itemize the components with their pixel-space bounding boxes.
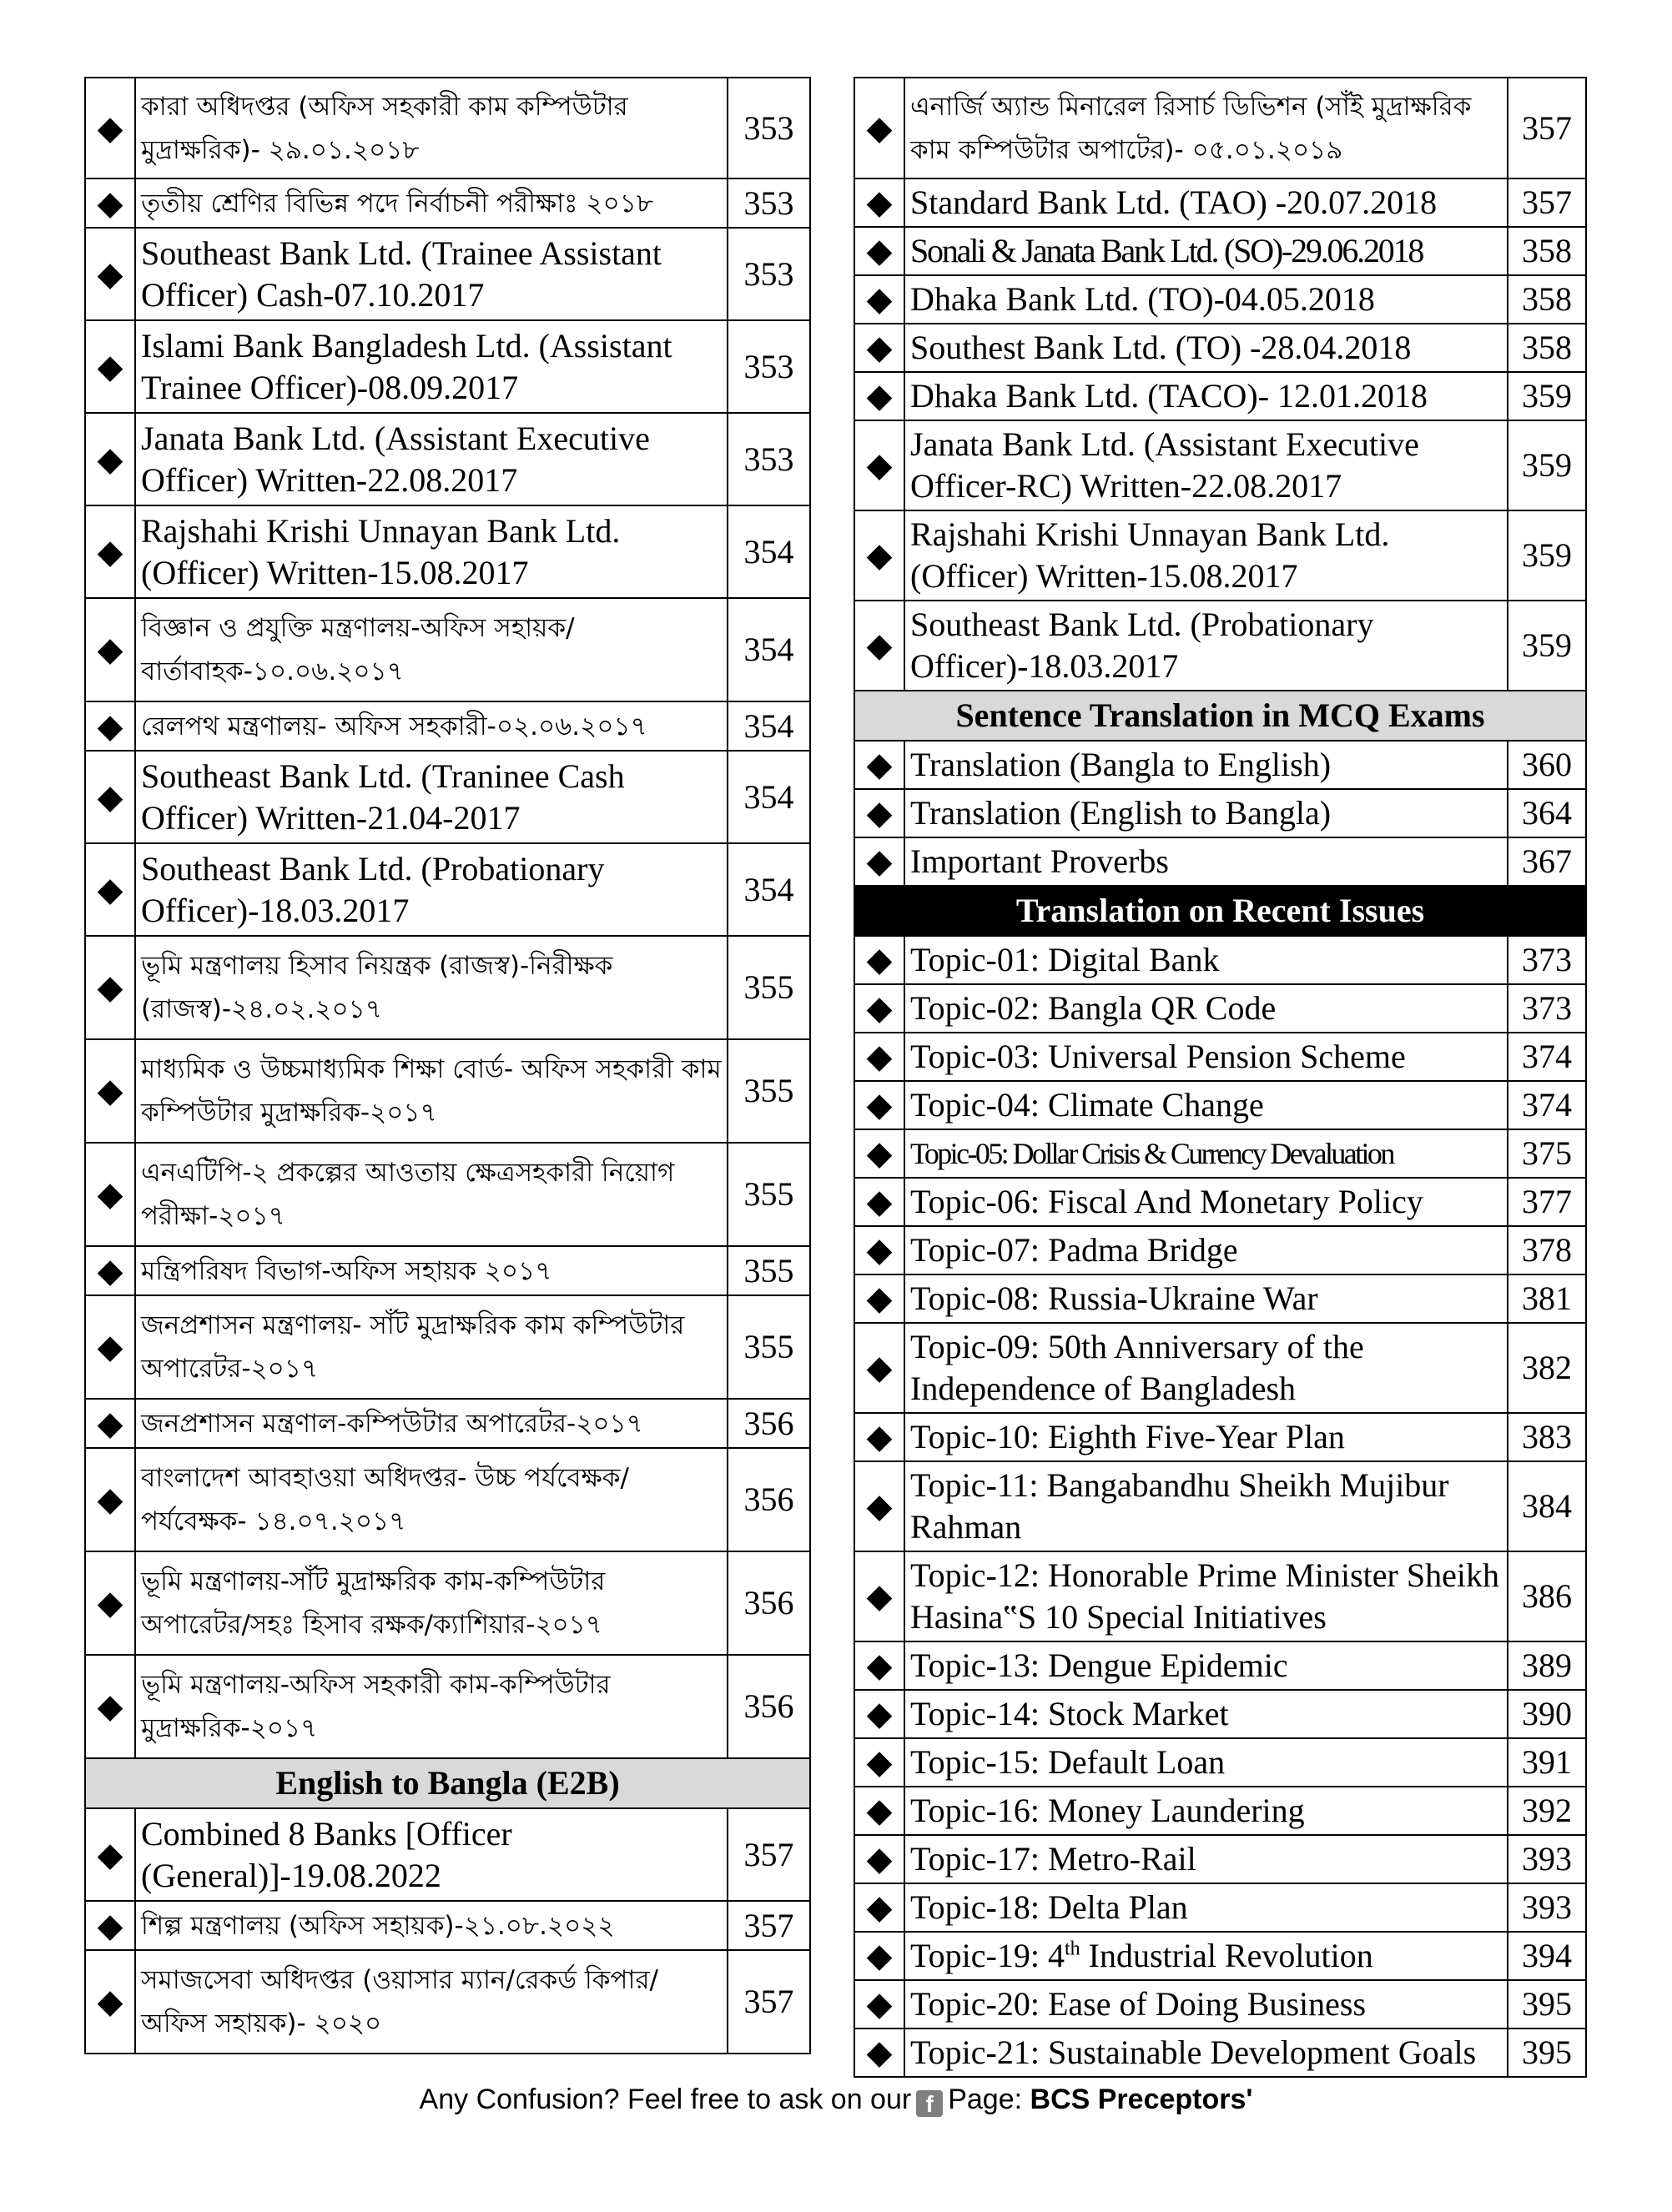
page-number: 355 bbox=[728, 1295, 810, 1399]
entry-title: ভূমি মন্ত্রণালয়-অফিস সহকারী কাম-কম্পিউটার মুদ্রাক্ষরিক-২০১৭ bbox=[135, 1655, 728, 1758]
table-row bbox=[854, 227, 1586, 275]
entry-title: Topic-16: Money Laundering bbox=[904, 1787, 1508, 1835]
entry-title: Topic-07: Padma Bridge bbox=[904, 1226, 1508, 1274]
diamond-bullet-icon: ◆ bbox=[854, 1883, 904, 1932]
page-number: 393 bbox=[1508, 1835, 1586, 1883]
page-number: 373 bbox=[1508, 984, 1586, 1033]
facebook-icon[interactable]: f bbox=[916, 2090, 943, 2117]
page-number: 357 bbox=[1508, 178, 1586, 227]
table-row bbox=[854, 1413, 1586, 1461]
table-row bbox=[854, 1641, 1586, 1690]
page-number: 357 bbox=[728, 1808, 810, 1901]
table-row bbox=[854, 1551, 1586, 1641]
table-row bbox=[85, 413, 810, 505]
page-number: 356 bbox=[728, 1551, 810, 1655]
section-title: Translation on Recent Issues bbox=[854, 886, 1586, 936]
table-row bbox=[854, 324, 1586, 372]
page-number: 356 bbox=[728, 1448, 810, 1551]
table-row bbox=[854, 1461, 1586, 1551]
table-row bbox=[854, 372, 1586, 420]
table-row bbox=[854, 1980, 1586, 2029]
page-number: 355 bbox=[728, 1143, 810, 1246]
page-number: 395 bbox=[1508, 2029, 1586, 2077]
page-number: 364 bbox=[1508, 789, 1586, 837]
entry-title: ভূমি মন্ত্রণালয় হিসাব নিয়ন্ত্রক (রাজস্ব)-নিরীক্ষক (রাজস্ব)-২৪.০২.২০১৭ bbox=[135, 936, 728, 1039]
entry-title: Topic-02: Bangla QR Code bbox=[904, 984, 1508, 1033]
diamond-bullet-icon: ◆ bbox=[854, 275, 904, 324]
entry-title: Janata Bank Ltd. (Assistant Executive Officer) Written-22.08.2017 bbox=[135, 413, 728, 505]
table-row bbox=[854, 275, 1586, 324]
table-row bbox=[85, 1901, 810, 1950]
diamond-bullet-icon: ◆ bbox=[85, 320, 135, 413]
diamond-bullet-icon: ◆ bbox=[85, 1143, 135, 1246]
page-number: 391 bbox=[1508, 1738, 1586, 1787]
table-row bbox=[85, 505, 810, 598]
entry-title: জনপ্রশাসন মন্ত্রণাল-কম্পিউটার অপারেটর-২০১৭ bbox=[135, 1399, 728, 1448]
table-row bbox=[85, 598, 810, 701]
entry-title: Topic-10: Eighth Five-Year Plan bbox=[904, 1413, 1508, 1461]
diamond-bullet-icon: ◆ bbox=[85, 1295, 135, 1399]
page-number: 359 bbox=[1508, 372, 1586, 420]
page-number: 384 bbox=[1508, 1461, 1586, 1551]
diamond-bullet-icon: ◆ bbox=[85, 413, 135, 505]
table-row bbox=[854, 1033, 1586, 1081]
diamond-bullet-icon: ◆ bbox=[85, 1039, 135, 1143]
footer-page-name[interactable]: BCS Preceptors' bbox=[1030, 2084, 1253, 2115]
entry-title: তৃতীয় শ্রেণির বিভিন্ন পদে নির্বাচনী পরীক্ষাঃ ২০১৮ bbox=[135, 178, 728, 228]
diamond-bullet-icon: ◆ bbox=[854, 324, 904, 372]
diamond-bullet-icon: ◆ bbox=[854, 1932, 904, 1980]
diamond-bullet-icon: ◆ bbox=[854, 78, 904, 178]
entry-title: Rajshahi Krishi Unnayan Bank Ltd. (Officer) Written-15.08.2017 bbox=[135, 505, 728, 598]
table-row bbox=[85, 1950, 810, 2054]
page-number: 355 bbox=[728, 1039, 810, 1143]
diamond-bullet-icon: ◆ bbox=[85, 751, 135, 843]
section-header-e2b bbox=[85, 1758, 810, 1808]
table-row bbox=[85, 228, 810, 320]
page-number: 353 bbox=[728, 78, 810, 178]
table-row bbox=[854, 1738, 1586, 1787]
diamond-bullet-icon: ◆ bbox=[854, 1835, 904, 1883]
entry-title: জনপ্রশাসন মন্ত্রণালয়- সাঁট মুদ্রাক্ষরিক কাম কম্পিউটার অপারেটর-২০১৭ bbox=[135, 1295, 728, 1399]
page-number: 354 bbox=[728, 751, 810, 843]
diamond-bullet-icon: ◆ bbox=[854, 227, 904, 275]
diamond-bullet-icon: ◆ bbox=[854, 510, 904, 601]
entry-title bbox=[904, 1932, 1508, 1980]
topic19-superscript: th bbox=[1064, 1938, 1080, 1960]
page-number: 378 bbox=[1508, 1226, 1586, 1274]
diamond-bullet-icon: ◆ bbox=[85, 1551, 135, 1655]
table-row bbox=[854, 178, 1586, 227]
page-number: 377 bbox=[1508, 1178, 1586, 1226]
entry-title: Southeast Bank Ltd. (Traninee Cash Officer) Written-21.04-2017 bbox=[135, 751, 728, 843]
section-header-recent bbox=[854, 886, 1586, 936]
page-number: 357 bbox=[1508, 78, 1586, 178]
page-number: 354 bbox=[728, 598, 810, 701]
page-number: 354 bbox=[728, 843, 810, 936]
page-number: 359 bbox=[1508, 420, 1586, 510]
entry-title: Southeast Bank Ltd. (Probationary Officer)-18.03.2017 bbox=[135, 843, 728, 936]
diamond-bullet-icon: ◆ bbox=[854, 1787, 904, 1835]
diamond-bullet-icon: ◆ bbox=[854, 1461, 904, 1551]
page-number: 395 bbox=[1508, 1980, 1586, 2029]
page-number: 367 bbox=[1508, 837, 1586, 886]
diamond-bullet-icon: ◆ bbox=[85, 1950, 135, 2054]
diamond-bullet-icon: ◆ bbox=[85, 1448, 135, 1551]
entry-title: Topic-18: Delta Plan bbox=[904, 1883, 1508, 1932]
table-row bbox=[854, 741, 1586, 789]
table-row bbox=[85, 1448, 810, 1551]
entry-title: এনএটিপি-২ প্রকল্পের আওতায় ক্ষেত্রসহকারী নিয়োগ পরীক্ষা-২০১৭ bbox=[135, 1143, 728, 1246]
entry-title: ভূমি মন্ত্রণালয়-সাঁট মুদ্রাক্ষরিক কাম-কম্পিউটার অপারেটর/সহঃ হিসাব রক্ষক/ক্যাশিয়ার-২০১৭ bbox=[135, 1551, 728, 1655]
diamond-bullet-icon: ◆ bbox=[854, 1178, 904, 1226]
page-number: 360 bbox=[1508, 741, 1586, 789]
diamond-bullet-icon: ◆ bbox=[854, 1323, 904, 1413]
page-number: 358 bbox=[1508, 324, 1586, 372]
entry-title: Topic-04: Climate Change bbox=[904, 1081, 1508, 1129]
entry-title: রেলপথ মন্ত্রণালয়- অফিস সহকারী-০২.০৬.২০১৭ bbox=[135, 701, 728, 751]
diamond-bullet-icon: ◆ bbox=[854, 984, 904, 1033]
diamond-bullet-icon: ◆ bbox=[854, 1274, 904, 1323]
diamond-bullet-icon: ◆ bbox=[854, 1413, 904, 1461]
table-row bbox=[854, 78, 1586, 178]
footer-text: Any Confusion? Feel free to ask on our bbox=[419, 2084, 912, 2115]
page-number: 353 bbox=[728, 320, 810, 413]
entry-title: কারা অধিদপ্তর (অফিস সহকারী কাম কম্পিউটার মুদ্রাক্ষরিক)- ২৯.০১.২০১৮ bbox=[135, 78, 728, 178]
page-number: 392 bbox=[1508, 1787, 1586, 1835]
table-row bbox=[85, 78, 810, 178]
entry-title: Dhaka Bank Ltd. (TACO)- 12.01.2018 bbox=[904, 372, 1508, 420]
entry-title: Combined 8 Banks [Officer (General)]-19.08.2022 bbox=[135, 1808, 728, 1901]
entry-title: Standard Bank Ltd. (TAO) -20.07.2018 bbox=[904, 178, 1508, 227]
diamond-bullet-icon: ◆ bbox=[854, 1081, 904, 1129]
page-number: 354 bbox=[728, 701, 810, 751]
section-title: English to Bangla (E2B) bbox=[85, 1758, 810, 1808]
diamond-bullet-icon: ◆ bbox=[854, 936, 904, 984]
page-number: 357 bbox=[728, 1950, 810, 2054]
table-row bbox=[85, 751, 810, 843]
page-number: 382 bbox=[1508, 1323, 1586, 1413]
table-row bbox=[854, 789, 1586, 837]
diamond-bullet-icon: ◆ bbox=[854, 1551, 904, 1641]
entry-title: সমাজসেবা অধিদপ্তর (ওয়াসার ম্যান/রেকর্ড কিপার/অফিস সহায়ক)- ২০২০ bbox=[135, 1950, 728, 2054]
table-row bbox=[85, 843, 810, 936]
diamond-bullet-icon: ◆ bbox=[85, 701, 135, 751]
table-row bbox=[85, 1399, 810, 1448]
page-number: 394 bbox=[1508, 1932, 1586, 1980]
entry-title: মন্ত্রিপরিষদ বিভাগ-অফিস সহায়ক ২০১৭ bbox=[135, 1246, 728, 1295]
page-number: 353 bbox=[728, 228, 810, 320]
entry-title: Topic-20: Ease of Doing Business bbox=[904, 1980, 1508, 2029]
diamond-bullet-icon: ◆ bbox=[854, 837, 904, 886]
diamond-bullet-icon: ◆ bbox=[85, 228, 135, 320]
diamond-bullet-icon: ◆ bbox=[85, 78, 135, 178]
page-number: 375 bbox=[1508, 1129, 1586, 1178]
diamond-bullet-icon: ◆ bbox=[854, 178, 904, 227]
table-row bbox=[854, 2029, 1586, 2077]
table-row bbox=[85, 1551, 810, 1655]
table-row bbox=[854, 510, 1586, 601]
entry-title: মাধ্যমিক ও উচ্চমাধ্যমিক শিক্ষা বোর্ড- অফিস সহকারী কাম কম্পিউটার মুদ্রাক্ষরিক-২০১৭ bbox=[135, 1039, 728, 1143]
diamond-bullet-icon: ◆ bbox=[85, 1399, 135, 1448]
entry-title: শিল্প মন্ত্রণালয় (অফিস সহায়ক)-২১.০৮.২০২২ bbox=[135, 1901, 728, 1950]
left-contents-table bbox=[84, 77, 811, 2054]
table-row bbox=[854, 936, 1586, 984]
diamond-bullet-icon: ◆ bbox=[85, 598, 135, 701]
diamond-bullet-icon: ◆ bbox=[854, 1738, 904, 1787]
table-row bbox=[854, 1690, 1586, 1738]
page-number: 386 bbox=[1508, 1551, 1586, 1641]
topic19-suffix: Industrial Revolution bbox=[1080, 1937, 1373, 1974]
diamond-bullet-icon: ◆ bbox=[854, 1033, 904, 1081]
table-row bbox=[854, 1932, 1586, 1980]
page-number: 359 bbox=[1508, 510, 1586, 601]
entry-title: Topic-01: Digital Bank bbox=[904, 936, 1508, 984]
diamond-bullet-icon: ◆ bbox=[854, 1980, 904, 2029]
footer-page-label: Page: bbox=[948, 2084, 1023, 2115]
diamond-bullet-icon: ◆ bbox=[85, 936, 135, 1039]
table-row bbox=[854, 1226, 1586, 1274]
diamond-bullet-icon: ◆ bbox=[854, 789, 904, 837]
entry-title: Sonali & Janata Bank Ltd. (SO)-29.06.2018 bbox=[904, 227, 1508, 275]
diamond-bullet-icon: ◆ bbox=[854, 741, 904, 789]
page-number: 353 bbox=[728, 413, 810, 505]
entry-title: Translation (English to Bangla) bbox=[904, 789, 1508, 837]
table-row bbox=[854, 984, 1586, 1033]
diamond-bullet-icon: ◆ bbox=[854, 601, 904, 691]
diamond-bullet-icon: ◆ bbox=[854, 1226, 904, 1274]
page-number: 374 bbox=[1508, 1033, 1586, 1081]
page-number: 355 bbox=[728, 936, 810, 1039]
page-number: 354 bbox=[728, 505, 810, 598]
table-row bbox=[85, 936, 810, 1039]
diamond-bullet-icon: ◆ bbox=[854, 1690, 904, 1738]
entry-title: Topic-08: Russia-Ukraine War bbox=[904, 1274, 1508, 1323]
entry-title: Topic-21: Sustainable Development Goals bbox=[904, 2029, 1508, 2077]
entry-title: Topic-09: 50th Anniversary of the Independence of Bangladesh bbox=[904, 1323, 1508, 1413]
diamond-bullet-icon: ◆ bbox=[854, 420, 904, 510]
diamond-bullet-icon: ◆ bbox=[854, 1641, 904, 1690]
diamond-bullet-icon: ◆ bbox=[85, 1901, 135, 1950]
entry-title: Southest Bank Ltd. (TO) -28.04.2018 bbox=[904, 324, 1508, 372]
table-row bbox=[854, 1787, 1586, 1835]
page-number: 381 bbox=[1508, 1274, 1586, 1323]
entry-title: Topic-13: Dengue Epidemic bbox=[904, 1641, 1508, 1690]
table-row bbox=[85, 1143, 810, 1246]
footer bbox=[0, 2084, 1672, 2117]
table-row bbox=[85, 1808, 810, 1901]
table-row bbox=[854, 837, 1586, 886]
entry-title: Topic-12: Honorable Prime Minister Sheikh Hasina‟S 10 Special Initiatives bbox=[904, 1551, 1508, 1641]
diamond-bullet-icon: ◆ bbox=[85, 843, 135, 936]
diamond-bullet-icon: ◆ bbox=[85, 1246, 135, 1295]
table-row bbox=[85, 1039, 810, 1143]
page-number: 358 bbox=[1508, 275, 1586, 324]
entry-title: Islami Bank Bangladesh Ltd. (Assistant Trainee Officer)-08.09.2017 bbox=[135, 320, 728, 413]
right-contents-table bbox=[854, 77, 1587, 2078]
entry-title: Topic-15: Default Loan bbox=[904, 1738, 1508, 1787]
page-number: 383 bbox=[1508, 1413, 1586, 1461]
diamond-bullet-icon: ◆ bbox=[85, 1655, 135, 1758]
table-row bbox=[854, 420, 1586, 510]
entry-title: বিজ্ঞান ও প্রযুক্তি মন্ত্রণালয়-অফিস সহায়ক/বার্তাবাহক-১০.০৬.২০১৭ bbox=[135, 598, 728, 701]
entry-title: Janata Bank Ltd. (Assistant Executive Officer-RC) Written-22.08.2017 bbox=[904, 420, 1508, 510]
entry-title: Dhaka Bank Ltd. (TO)-04.05.2018 bbox=[904, 275, 1508, 324]
page-number: 390 bbox=[1508, 1690, 1586, 1738]
entry-title: Topic-06: Fiscal And Monetary Policy bbox=[904, 1178, 1508, 1226]
table-row bbox=[854, 601, 1586, 691]
entry-title: Topic-11: Bangabandhu Sheikh Mujibur Rahman bbox=[904, 1461, 1508, 1551]
topic19-prefix: Topic-19: 4 bbox=[910, 1937, 1065, 1974]
page-number: 393 bbox=[1508, 1883, 1586, 1932]
page-number: 389 bbox=[1508, 1641, 1586, 1690]
diamond-bullet-icon: ◆ bbox=[85, 178, 135, 228]
entry-title: বাংলাদেশ আবহাওয়া অধিদপ্তর- উচ্চ পর্যবেক্ষক/পর্যবেক্ষক- ১৪.০৭.২০১৭ bbox=[135, 1448, 728, 1551]
diamond-bullet-icon: ◆ bbox=[854, 372, 904, 420]
page-number: 356 bbox=[728, 1655, 810, 1758]
table-row bbox=[85, 1246, 810, 1295]
entry-title: Translation (Bangla to English) bbox=[904, 741, 1508, 789]
entry-title: এনার্জি অ্যান্ড মিনারেল রিসার্চ ডিভিশন (সাঁই মুদ্রাক্ষরিক কাম কম্পিউটার অপাটের)- ০৫.০১.২০১৯ bbox=[904, 78, 1508, 178]
page-number: 358 bbox=[1508, 227, 1586, 275]
diamond-bullet-icon: ◆ bbox=[85, 505, 135, 598]
entry-title: Topic-03: Universal Pension Scheme bbox=[904, 1033, 1508, 1081]
table-row bbox=[85, 178, 810, 228]
table-row bbox=[85, 320, 810, 413]
table-row bbox=[854, 1835, 1586, 1883]
diamond-bullet-icon: ◆ bbox=[854, 1129, 904, 1178]
table-row bbox=[85, 1655, 810, 1758]
page-number: 357 bbox=[728, 1901, 810, 1950]
entry-title: Topic-14: Stock Market bbox=[904, 1690, 1508, 1738]
page-number: 353 bbox=[728, 178, 810, 228]
entry-title: Topic-17: Metro-Rail bbox=[904, 1835, 1508, 1883]
entry-title: Topic-05: Dollar Crisis & Currency Devaluation bbox=[904, 1129, 1508, 1178]
table-row bbox=[85, 701, 810, 751]
page-number: 359 bbox=[1508, 601, 1586, 691]
table-row bbox=[854, 1178, 1586, 1226]
table-row bbox=[854, 1129, 1586, 1178]
page-number: 355 bbox=[728, 1246, 810, 1295]
entry-title: Important Proverbs bbox=[904, 837, 1508, 886]
page-number: 374 bbox=[1508, 1081, 1586, 1129]
section-title: Sentence Translation in MCQ Exams bbox=[854, 691, 1586, 741]
page-number: 373 bbox=[1508, 936, 1586, 984]
entry-title: Southeast Bank Ltd. (Trainee Assistant Officer) Cash-07.10.2017 bbox=[135, 228, 728, 320]
table-row bbox=[854, 1883, 1586, 1932]
diamond-bullet-icon: ◆ bbox=[85, 1808, 135, 1901]
table-row bbox=[854, 1274, 1586, 1323]
table-row bbox=[854, 1323, 1586, 1413]
page-number: 356 bbox=[728, 1399, 810, 1448]
section-header-mcq bbox=[854, 691, 1586, 741]
diamond-bullet-icon: ◆ bbox=[854, 2029, 904, 2077]
table-row bbox=[854, 1081, 1586, 1129]
table-row bbox=[85, 1295, 810, 1399]
entry-title: Rajshahi Krishi Unnayan Bank Ltd. (Officer) Written-15.08.2017 bbox=[904, 510, 1508, 601]
entry-title: Southeast Bank Ltd. (Probationary Officer)-18.03.2017 bbox=[904, 601, 1508, 691]
